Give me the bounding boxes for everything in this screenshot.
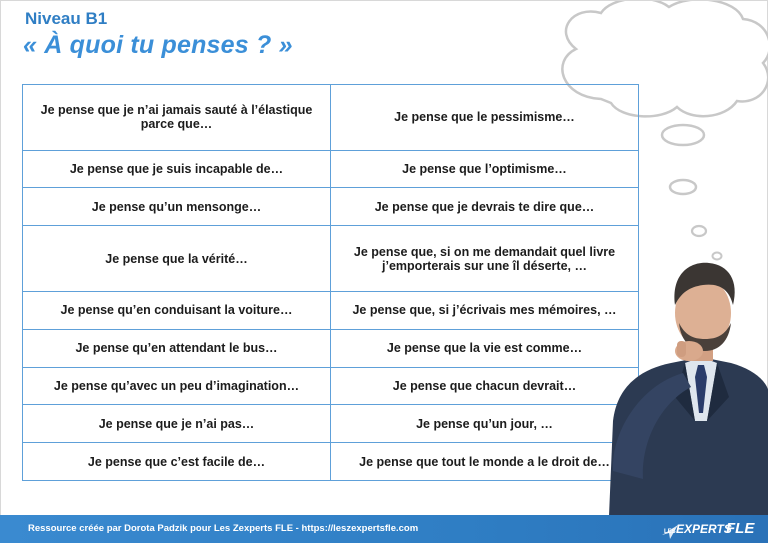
- prompt-cell: Je pense que je n’ai pas…: [23, 405, 331, 443]
- brand-logo: [660, 519, 760, 541]
- logo-fle-text: FLE: [726, 520, 755, 537]
- prompt-cell: Je pense qu’un mensonge…: [23, 188, 331, 226]
- prompt-cell: Je pense qu’en conduisant la voiture…: [23, 291, 331, 329]
- prompt-cell: Je pense que la vie est comme…: [331, 329, 639, 367]
- thinking-man-illustration: [1, 1, 768, 516]
- prompt-cell: Je pense qu’avec un peu d’imagination…: [23, 367, 331, 405]
- logo-experts-text: EXPERTS: [676, 522, 732, 536]
- prompt-cell: Je pense que je n’ai jamais sauté à l’élastique parce que…: [23, 85, 331, 151]
- prompt-cell: Je pense que, si on me demandait quel livre j’emporterais sur une îl déserte, …: [331, 226, 639, 292]
- page-title: « À quoi tu penses ? »: [23, 31, 293, 59]
- prompt-cell: Je pense que l’optimisme…: [331, 150, 639, 188]
- prompt-cell: Je pense que, si j’écrivais mes mémoires, …: [331, 291, 639, 329]
- prompt-cell: Je pense que tout le monde a le droit de…: [331, 443, 639, 481]
- level-label: Niveau B1: [25, 9, 108, 28]
- prompt-cell: Je pense que c’est facile de…: [23, 443, 331, 481]
- prompt-cell: Je pense que je devrais te dire que…: [331, 188, 639, 226]
- prompt-cell: Je pense que je suis incapable de…: [23, 150, 331, 188]
- prompt-cell: Je pense que la vérité…: [23, 226, 331, 292]
- prompt-cell: Je pense qu’en attendant le bus…: [23, 329, 331, 367]
- prompt-cell: Je pense que chacun devrait…: [331, 367, 639, 405]
- prompt-cell: Je pense qu’un jour, …: [331, 405, 639, 443]
- logo-les-text: LES: [664, 529, 676, 535]
- footer-credit: Ressource créée par Dorota Padzik pour Les Zexperts FLE - https://leszexpertsfle.com: [28, 523, 419, 534]
- footer-bar: [0, 515, 768, 543]
- prompt-cell: Je pense que le pessimisme…: [331, 85, 639, 151]
